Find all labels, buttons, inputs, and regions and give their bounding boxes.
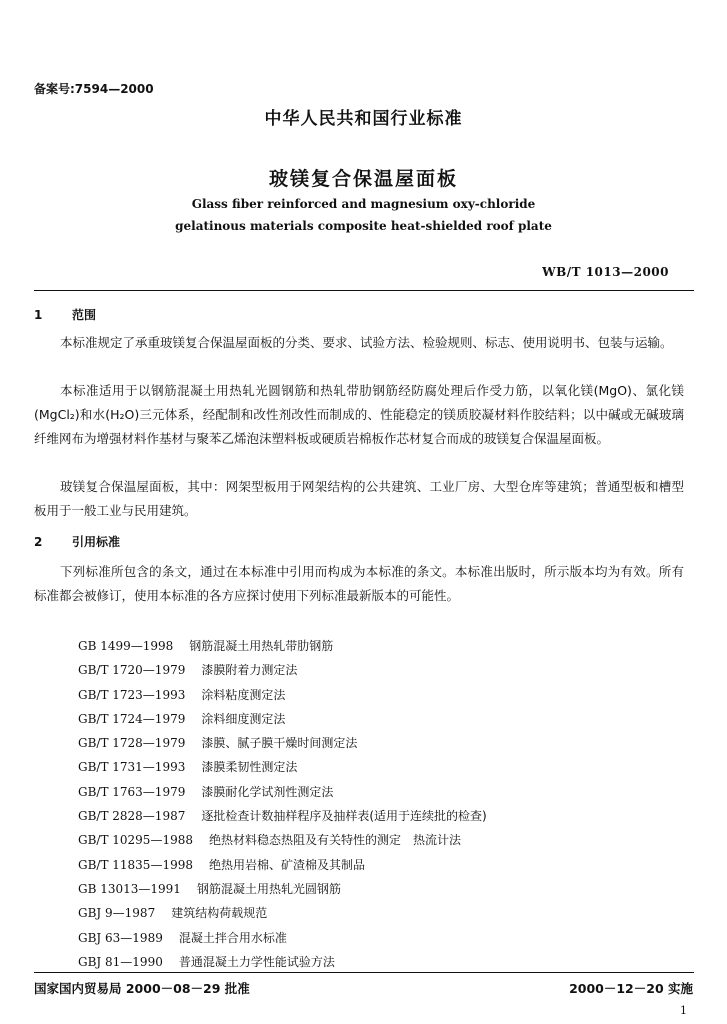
reference-item (78, 707, 487, 731)
reference-title: 钢筋混凝土用热轧光圆钢筋 (196, 881, 341, 896)
section-2-paragraph-1: 下列标准所包含的条文，通过在本标准中引用而构成为本标准的条文。本标准出版时，所示版本均为有效。所有标准都会被修订，使用本标准的各方应探讨使用下列标准最新版本的可能性。 (34, 564, 684, 603)
reference-item (78, 828, 487, 852)
reference-title: 漆膜耐化学试剂性测定法 (201, 784, 334, 799)
header-divider (34, 290, 694, 291)
reference-code: GBJ 63—1989 (78, 930, 163, 945)
section-1-paragraph-2: 本标准适用于以钢筋混凝土用热轧光圆钢筋和热轧带肋钢筋经防腐处理后作受力筋，以氧化镁(MgO)、氯化镁(MgCl₂)和水(H₂O)三元体系，经配制和改性剂改性而制成的、性能稳定的镁质胶凝材料作胶结料；以中碱或无碱玻璃纤维网布为增强材料作基材与聚苯乙烯泡沫塑料板或硬质岩棉板作芯材复合而成的玻镁复合保温屋面板。 (34, 383, 684, 446)
reference-title: 绝热用岩棉、矿渣棉及其制品 (208, 857, 365, 872)
reference-code: GB/T 1723—1993 (78, 687, 186, 702)
standard-code: WB/T 1013—2000 (542, 265, 669, 279)
reference-code: GB 13013—1991 (78, 881, 181, 896)
reference-title: 涂料细度测定法 (201, 711, 286, 726)
reference-title: 漆膜附着力测定法 (201, 663, 298, 678)
reference-code: GB/T 10295—1988 (78, 833, 193, 848)
record-number: 备案号:7594—2000 (34, 82, 154, 96)
reference-item (78, 683, 487, 707)
section-title: 引用标准 (72, 535, 121, 549)
section-1-paragraph-1: 本标准规定了承重玻镁复合保温屋面板的分类、要求、试验方法、检验规则、标志、使用说明书、包装与运输。 (60, 335, 673, 350)
reference-code: GBJ 9—1987 (78, 906, 156, 921)
reference-title: 逐批检查计数抽样程序及抽样表(适用于连续批的检查) (201, 809, 487, 824)
org-title: 中华人民共和国行业标准 (264, 109, 463, 129)
reference-item (78, 901, 487, 925)
section-number: 1 (34, 308, 43, 322)
reference-item (78, 755, 487, 779)
footer-divider (34, 972, 694, 973)
section-number: 2 (34, 535, 43, 549)
reference-item (78, 853, 487, 877)
reference-item (78, 731, 487, 755)
reference-title: 混凝土拌合用水标准 (178, 930, 287, 945)
section-1-paragraph-3: 玻镁复合保温屋面板，其中：网架型板用于网架结构的公共建筑、工业厂房、大型仓库等建筑；普通型板和槽型板用于一般工业与民用建筑。 (34, 479, 684, 518)
reference-code: GB/T 1763—1979 (78, 784, 186, 799)
reference-code: GBJ 81—1990 (78, 954, 163, 969)
standard-title-en (0, 193, 727, 237)
reference-item (78, 877, 487, 901)
reference-code: GB/T 1728—1979 (78, 736, 186, 751)
reference-title: 涂料粘度测定法 (201, 687, 286, 702)
reference-code: GB/T 1724—1979 (78, 711, 186, 726)
reference-code: GB/T 1731—1993 (78, 760, 186, 775)
page-number: 1 (680, 1004, 687, 1017)
reference-item (78, 634, 487, 658)
reference-code: GB 1499—1998 (78, 639, 174, 653)
reference-title: 建筑结构荷载规范 (171, 906, 268, 921)
reference-list (78, 634, 487, 974)
standard-title-en-line2: gelatinous materials composite heat-shielded roof plate (175, 219, 552, 233)
reference-title: 漆膜、腻子膜干燥时间测定法 (201, 736, 358, 751)
reference-title: 漆膜柔韧性测定法 (201, 760, 298, 775)
section-1-heading (34, 306, 96, 323)
reference-code: GB/T 11835—1998 (78, 857, 193, 872)
reference-code: GB/T 2828—1987 (78, 809, 186, 824)
reference-code: GB/T 1720—1979 (78, 663, 186, 678)
reference-item (78, 658, 487, 682)
section-2-heading (34, 533, 120, 550)
reference-title: 绝热材料稳态热阻及有关特性的测定 热流计法 (208, 833, 461, 848)
reference-item (78, 926, 487, 950)
section-title: 范围 (72, 308, 97, 322)
standard-title-cn: 玻镁复合保温屋面板 (268, 168, 458, 190)
standard-title-en-line1: Glass fiber reinforced and magnesium oxy-chloride (191, 197, 536, 211)
approval-date: 国家国内贸易局 2000－08－29 批准 (34, 981, 250, 996)
reference-item (78, 780, 487, 804)
effective-date: 2000－12－20 实施 (569, 981, 693, 996)
reference-item (78, 950, 487, 974)
reference-item (78, 804, 487, 828)
reference-title: 普通混凝土力学性能试验方法 (178, 954, 335, 969)
reference-title: 钢筋混凝土用热轧带肋钢筋 (189, 639, 334, 653)
